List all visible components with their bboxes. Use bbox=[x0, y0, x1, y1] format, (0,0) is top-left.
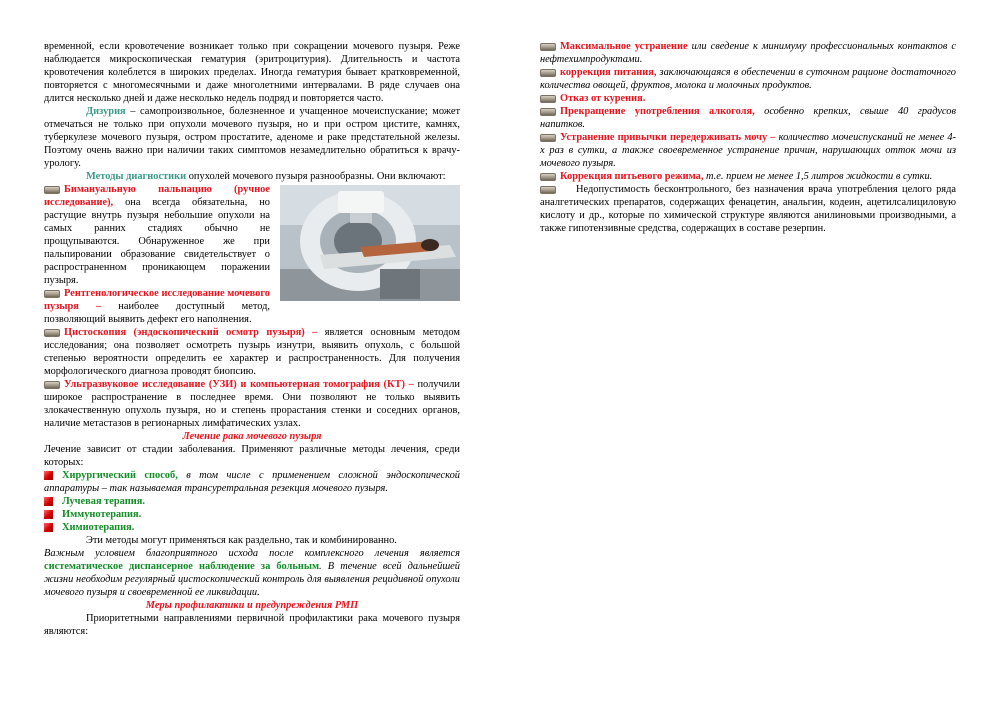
left-column bbox=[44, 40, 460, 638]
bullet-icon bbox=[540, 95, 556, 103]
prevention-item-term: Коррекция питьевого режима, bbox=[560, 171, 704, 182]
methods-text: опухолей мочевого пузыря разнообразны. Они включают: bbox=[186, 171, 446, 182]
surgery-text: в том числе с применением сложной эндоскопической аппаратуры – так называемая трансуретральная резекция мочевого пузыря. bbox=[44, 470, 460, 494]
prevention-heading: Меры профилактики и предупреждения РМП bbox=[145, 600, 359, 611]
cysto-text: является основным методом исследования; она позволяет осмотреть пузырь изнутри, выявить опухоль, с большой степенью вероятности определить ее характер и распространенность. Для получения морфологического диагноза проводят биопсию. bbox=[44, 327, 460, 377]
prevention-item-text: заключающаяся в обеспечении в суточном рационе достаточного количества овощей, фруктов, молока и молочных продуктов. bbox=[540, 67, 956, 91]
bullet-icon bbox=[540, 108, 556, 116]
prevention-item-text: или сведение к минимуму профессиональных контактов с нефтехимпродуктами. bbox=[540, 41, 957, 65]
surgery-item bbox=[44, 469, 460, 495]
bullet-icon bbox=[540, 134, 556, 142]
treatment-heading: Лечение рака мочевого пузыря bbox=[182, 431, 322, 442]
radiation-item bbox=[44, 495, 460, 508]
closing-item bbox=[540, 183, 956, 235]
condition-text-1: Важным условием благоприятного исхода после комплексного лечения является bbox=[44, 548, 460, 559]
prevention-item bbox=[540, 131, 956, 170]
red-bullet-icon bbox=[44, 497, 53, 506]
prevention-item bbox=[540, 66, 956, 92]
bullet-icon bbox=[540, 173, 556, 181]
red-bullet-icon bbox=[44, 471, 53, 480]
bimanual-term: Бимануальную пальпацию (ручное исследование), bbox=[44, 184, 270, 208]
ultrasound-text: получили широкое распространение в последнее время. Они позволяют не только выявить злокачественную опухоль пузыря, но и степень прорастания стенки и соседних органов, наличие метастазов в регионарных лимфатических узлах. bbox=[44, 379, 460, 429]
right-column bbox=[540, 40, 956, 235]
ct-scanner-photo bbox=[280, 185, 460, 301]
ultrasound-term: Ультразвуковое исследование (УЗИ) и компьютерная томография (КТ) – bbox=[64, 379, 414, 390]
condition-term: систематическое диспансерное наблюдение за больным bbox=[44, 561, 320, 572]
prevention-item-term: Отказ от курения. bbox=[560, 93, 646, 104]
prevention-item bbox=[540, 170, 956, 183]
prevention-paragraph: Приоритетными направлениями первичной профилактики рака мочевого пузыря являются: bbox=[44, 613, 460, 637]
prevention-item-text: т.е. прием не менее 1,5 литров жидкости в сутки. bbox=[703, 171, 933, 182]
treatment-paragraph: Лечение зависит от стадии заболевания. Применяют различные методы лечения, среди которых: bbox=[44, 444, 460, 468]
xray-text: наиболее доступный метод, позволяющий выявить дефект его наполнения. bbox=[44, 301, 270, 325]
prevention-item-term: Устранение привычки передерживать мочу – bbox=[560, 132, 776, 143]
surgery-term: Хирургический способ, bbox=[62, 470, 178, 481]
closing-text: Недопустимость бесконтрольного, без назначения врача употребления целого ряда аналгетических препаратов, содержащих фенацетин, анальгин, кодеин, ацетилсалициловую кислоту и др., которые по химической структуре являются анилиновыми производными, а также гипотензивные средства, содержащих в составе резерпин. bbox=[540, 184, 956, 234]
chemo-item bbox=[44, 521, 460, 534]
prevention-item bbox=[540, 92, 956, 105]
hematuria-paragraph: временной, если кровотечение возникает только при сокращении мочевого пузыря. Реже наблюдается микроскопическая гематурия (эритроцитурия). Длительность и частота кровотечения колеблется в широких пределах. Иногда гематурия бывает кратковременной, повторяется с многомесячными и даже многолетними интервалами. В ряде случаев она длится несколько дней и даже несколько недель подряд и повторяется часто. bbox=[44, 41, 460, 104]
prevention-item bbox=[540, 105, 956, 131]
bullet-icon bbox=[540, 43, 556, 51]
prevention-item-term: Прекращение употребления алкоголя, bbox=[560, 106, 755, 117]
combo-paragraph: Эти методы могут применяться как раздельно, так и комбинированно. bbox=[86, 535, 397, 546]
methods-term: Методы диагностики bbox=[86, 171, 187, 182]
prevention-item-text: особенно крепких, свыше 40 градусов напитков. bbox=[540, 106, 956, 130]
ultrasound-item bbox=[44, 378, 460, 430]
red-bullet-icon bbox=[44, 510, 53, 519]
prevention-item-term: коррекция питания, bbox=[560, 67, 657, 78]
immuno-term: Иммунотерапия. bbox=[62, 509, 142, 520]
bimanual-text: она всегда обязательна, но растущие внутрь пузыря небольшие опухоли на самых ранних стадиях обычно не прощупываются. Обнаруженное же при пальпировании образование свидетельствует о распространенном проникающем поражении пузыря. bbox=[44, 197, 270, 286]
dysuria-text: – самопроизвольное, болезненное и учащенное мочеиспускание; может отмечаться не только при опухоли мочевого пузыря, но и при остром цистите, камнях, туберкулезе мочевого пузыря, остром простатите, аденоме и раке предстательной железы. Поэтому очень важно при наличии таких симптомов незамедлительно обратиться к врачу-урологу. bbox=[44, 106, 460, 169]
condition-text-2: . В течение всей дальнейшей жизни необходим регулярный цистоскопический контроль для выявления рецидивной опухоли мочевого пузыря и своевременной ее ликвидации. bbox=[44, 561, 460, 598]
bullet-icon bbox=[44, 381, 60, 389]
dysuria-paragraph bbox=[44, 105, 460, 170]
methods-paragraph bbox=[44, 170, 460, 183]
bullet-icon bbox=[44, 290, 60, 298]
bullet-icon bbox=[44, 329, 60, 337]
bullet-icon bbox=[540, 186, 556, 194]
radiation-term: Лучевая терапия. bbox=[62, 496, 145, 507]
bullet-icon bbox=[44, 186, 60, 194]
red-bullet-icon bbox=[44, 523, 53, 532]
dysuria-term: Дизурия bbox=[86, 106, 126, 117]
prevention-item-term: Максимальное устранение bbox=[560, 41, 688, 52]
prevention-item-text: количество мочеиспусканий не менее 4-х раз в сутки, а также своевременное устранение причин, нарушающих отток мочи из мочевого пузыря. bbox=[540, 132, 956, 169]
bullet-icon bbox=[540, 69, 556, 77]
condition-paragraph bbox=[44, 547, 460, 599]
xray-term: Рентгенологическое исследование мочевого пузыря – bbox=[44, 288, 270, 312]
cysto-term: Цистоскопия (эндоскопический осмотр пузыря) – bbox=[64, 327, 318, 338]
prevention-item bbox=[540, 40, 956, 66]
immuno-item bbox=[44, 508, 460, 521]
chemo-term: Химиотерапия. bbox=[62, 522, 135, 533]
cysto-item bbox=[44, 326, 460, 378]
